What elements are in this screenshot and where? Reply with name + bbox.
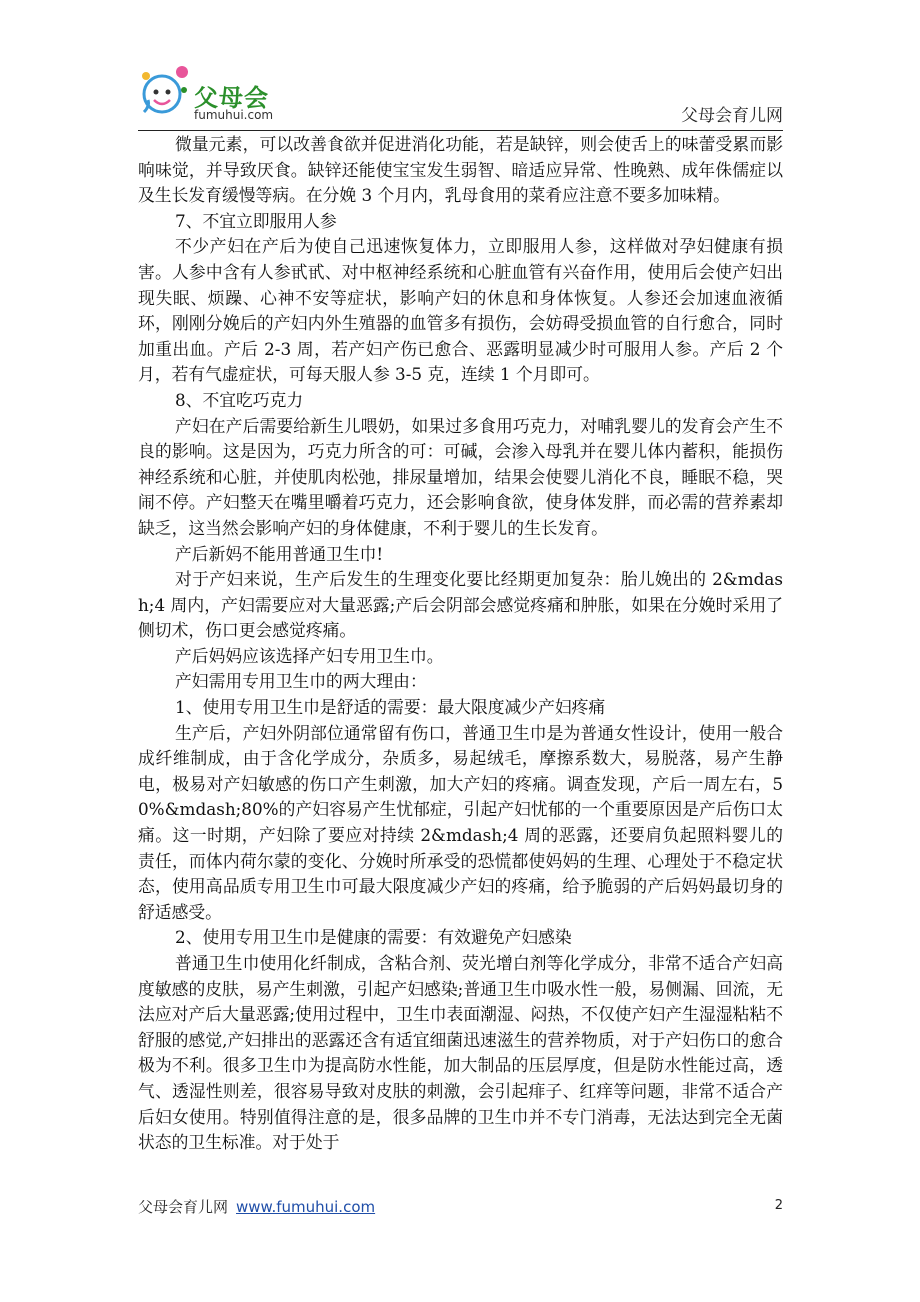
page-header [138, 58, 783, 131]
paragraph: 微量元素，可以改善食欲并促进消化功能，若是缺锌，则会使舌上的味蕾受累而影响味觉，并导致厌食。缺锌还能使宝宝发生弱智、暗适应异常、性晚熟、成年侏儒症以及生长发育缓慢等病。在分娩 3 个月内，乳母食用的菜肴应注意不要多加味精。 [138, 134, 783, 206]
page-number: 2 [774, 1198, 783, 1213]
section-heading: 7、不宜立即服用人参 [175, 210, 337, 231]
paragraph: 产妇需用专用卫生巾的两大理由： [175, 671, 427, 692]
section-heading: 2、使用专用卫生巾是健康的需要：有效避免产妇感染 [175, 927, 572, 948]
logo-domain: fumuhui.com [194, 108, 274, 122]
section-heading: 8、不宜吃巧克力 [175, 389, 304, 410]
page-footer [138, 1190, 783, 1218]
paragraph: 不少产妇在产后为使自己迅速恢复体力，立即服用人参，这样做对孕妇健康有损害。人参中含有人参甙甙、对中枢神经系统和心脏血管有兴奋作用，使用后会使产妇出现失眠、烦躁、心神不安等症状，影响产妇的休息和身体恢复。人参还会加速血液循环，刚刚分娩后的产妇内外生殖器的血管多有损伤，会妨碍受损血管的自行愈合，同时加重出血。产后 2-3 周，若产妇产伤已愈合、恶露明显减少时可服用人参。产后 2 个月，若有气虚症状，可每天服人参 3-5 克，连续 1 个月即可。 [138, 236, 783, 385]
header-site-title: 父母会育儿网 [681, 106, 783, 126]
paragraph: 产后妈妈应该选择产妇专用卫生巾。 [175, 645, 444, 666]
baby-face-icon [138, 60, 198, 128]
footer-site [138, 1196, 375, 1217]
fumuhui-logo [138, 60, 288, 128]
footer-url-link[interactable]: www.fumuhui.com [236, 1198, 376, 1216]
footer-site-name: 父母会育儿网 [138, 1198, 229, 1216]
section-heading: 1、使用专用卫生巾是舒适的需要：最大限度减少产妇疼痛 [175, 697, 606, 718]
body-text [138, 132, 783, 1156]
logo-text: 父母会 [194, 84, 269, 112]
paragraph: 普通卫生巾使用化纤制成，含粘合剂、荧光增白剂等化学成分，非常不适合产妇高度敏感的皮肤，易产生刺激，引起产妇感染;普通卫生巾吸水性一般，易侧漏、回流，无法应对产后大量恶露;使用过程中，卫生巾表面潮湿、闷热，不仅使产妇产生湿湿粘粘不舒服的感觉,产妇排出的恶露还含有适宜细菌迅速滋生的营养物质，对于产妇伤口的愈合极为不利。很多卫生巾为提高防水性能，加大制品的压层厚度，但是防水性能过高，透气、透湿性则差，很容易导致对皮肤的刺激，会引起痱子、红痒等问题，非常不适合产后妇女使用。特别值得注意的是，很多品牌的卫生巾并不专门消毒，无法达到完全无菌状态的卫生标准。对于处于 [138, 953, 783, 1153]
paragraph: 生产后，产妇外阴部位通常留有伤口，普通卫生巾是为普通女性设计，使用一般合成纤维制成，由于含化学成分，杂质多，易起绒毛，摩擦系数大，易脱落，易产生静电，极易对产妇敏感的伤口产生刺激，加大产妇的疼痛。调查发现，产后一周左右，50%&mdash;80%的产妇容易产生忧郁症，引起产妇忧郁的一个重要原因是产后伤口太痛。这一时期，产妇除了要应对持续 2&mdash;4 周的恶露，还要肩负起照料婴儿的责任，而体内荷尔蒙的变化、分娩时所承受的恐慌都使妈妈的生理、心理处于不稳定状态，使用高品质专用卫生巾可最大限度减少产妇的疼痛，给予脆弱的产后妈妈最切身的舒适感受。 [138, 722, 783, 922]
paragraph: 产妇在产后需要给新生儿喂奶，如果过多食用巧克力，对哺乳婴儿的发育会产生不良的影响。这是因为，巧克力所含的可：可碱，会渗入母乳并在婴儿体内蓄积，能损伤神经系统和心脏，并使肌肉松弛，排尿量增加，结果会使婴儿消化不良，睡眠不稳，哭闹不停。产妇整天在嘴里嚼着巧克力，还会影响食欲，使身体发胖，而必需的营养素却缺乏，这当然会影响产妇的身体健康，不利于婴儿的生长发育。 [138, 415, 783, 538]
paragraph: 对于产妇来说，生产后发生的生理变化要比经期更加复杂：胎儿娩出的 2&mdash;4 周内，产妇需要应对大量恶露;产后会阴部会感觉疼痛和肿胀，如果在分娩时采用了侧切术，伤口更会感觉疼痛。 [138, 569, 783, 641]
section-heading: 产后新妈不能用普通卫生巾! [175, 543, 384, 564]
